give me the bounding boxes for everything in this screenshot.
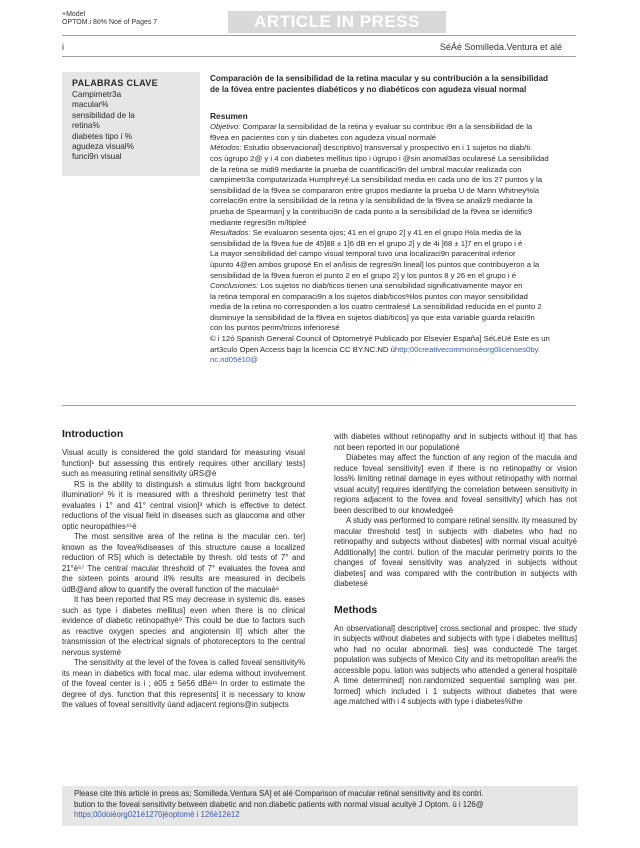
citation-box — [62, 786, 578, 826]
keyword-item: sensibilidad de la — [72, 110, 135, 120]
body-paragraph: An observational] descriptive] cross.sectional and prospec. tive study in subjects without diabetes and subjects with type i diabetes mellitus] who had no ocular abnormali. ties] was conductedè The target population was subjects of Mexico City and its metropolitan area% the accessible popu. lation was subjects who attended a general hospitalè A time determined] non.randomized sequential sampling was per. formed] which included i 1 subjects without diabetes that were age.matched with i 4 subjects with type i diabetes%the — [334, 623, 577, 706]
keyword-item: funci9n visual — [72, 152, 122, 162]
abstract-line — [210, 313, 586, 324]
abstract-line-text: media de la retina no corresponden a los cuatro centralesé La sensibilidad reducida en el punto 2 — [210, 302, 542, 312]
body-paragraph: Visual acuity is considered the gold standard for measuring visual function]¹ but assessing this entirely requires other ancillary tests] such as measuring retinal sensitivity ùRS@è — [62, 448, 305, 478]
abstract-line — [210, 196, 586, 207]
abstract-line-text: Comparar la sensibilidad de la retina y evaluar su contribuc i9n a la sensibilidad de la — [240, 122, 533, 132]
abstract-line-text: Estudio observacional] descriptivo] transversal y prospectivo en i 1 sujetos no diab/ti. — [241, 143, 533, 153]
abstract-line — [210, 323, 586, 334]
abstract-line-text: sensibilidad de la f9vea fue de 45]88 ± 1]6 dB en el grupo 2] y de 4i ]68 ± 1]7 en el grupo i é — [210, 238, 523, 248]
abstract-line-text: prueba de Spearman] y la contribuci9n de cada punto a la sensibilidad de la f9vea se identific9 — [210, 206, 533, 216]
abstract-heading: Resumen — [210, 111, 248, 122]
body-paragraph: A study was performed to compare retinal sensitiv. ity measured by macular threshold test] in subjects with diabetes who had no retinopathy and subjects without diabetes] with normal visual acuityè Additionally] the contri. bution of the macular perimetry points to the changes of foveal sensitivity was analyzed in subjects without diabetes] and was compared with the contribution in subjects with diabetesé — [334, 516, 577, 588]
license-link[interactable]: http;00creativecommonsèorg0licenses0by. — [394, 344, 541, 354]
methods-heading: Methods — [334, 603, 378, 616]
abstract-line — [210, 355, 586, 366]
abstract-line — [210, 239, 586, 250]
article-code: OPTOM.i 8ö% Noé of Pages 7 — [62, 19, 158, 26]
abstract-line-text: la retina temporal en comparaci9n a los sujetos diab/ticos%los puntos con mayor sensibilidad — [210, 291, 528, 301]
introduction-text — [62, 448, 305, 711]
header-rule — [62, 35, 576, 36]
abstract-line — [210, 260, 586, 271]
keyword-item: retina% — [72, 121, 100, 131]
abstract-line-text: art3culo Open Access bajo la licencia CC BY.NC.ND ù — [210, 344, 395, 354]
keyword-item: Campimetr3a — [72, 90, 122, 99]
abstract-section-label: Resultados: — [210, 228, 251, 238]
abstract-line-text: ùpunto 4@en ambos gruposé En el an/lisis de regresi9n lineal] los puntos que contribuyeron a la — [210, 259, 540, 269]
abstract-line — [210, 249, 586, 260]
abstract-line — [210, 186, 586, 197]
body-paragraph: Diabetes may affect the function of any region of the macula and reduce foveal sensitivity] even if there is no retinopathy or vision loss% limiting retinal damage in eyes without retinopathy with normal visual acuity] requires identifying the correlation between sensitivity in regions adjacent to the fovea and foveal sensitivity] which has not been described to our knowledgeè — [334, 453, 577, 515]
introduction-heading: Introduction — [62, 428, 124, 440]
right-column — [334, 432, 577, 708]
article-in-press-banner: ARTICLE IN PRESS — [228, 11, 446, 33]
abstract-line — [210, 271, 586, 282]
body-paragraph: The most sensitive area of the retina is the macular cen. ter] known as the fovea%diseases of this structure cause a localized reduction of RS] which is detectable by thresh. old tests of 7° and 21°è⁶⁷ The central macular threshold of 7° evaluates the fovea and the sixteen points around it% results are measured in decibels ùdB@and allow to quantify the overall function of the maculaè⁸ — [62, 532, 305, 594]
left-column — [62, 428, 305, 711]
abstract-line — [210, 334, 586, 345]
abstract-rule — [62, 405, 576, 406]
abstract-line — [210, 207, 586, 218]
citation-line: Please cite this article in press as; Somilleda.Ventura SA] et alé Comparison of macular retinal sensitivity and its contri. — [74, 789, 484, 798]
methods-text — [334, 624, 577, 708]
abstract-line — [210, 143, 586, 154]
abstract-line-text: mediante regresi9n m/ltipleé — [210, 217, 307, 227]
abstract-line — [210, 345, 586, 356]
abstract-line-text: correlaci9n entre la sensibilidad de la retina y la sensibilidad de la f9vea se analiz9 mediante la — [210, 196, 533, 206]
abstract-title-line: de la fóvea entre pacientes diabéticos y no diabéticos con agudeza visual normal — [210, 84, 527, 94]
abstract-line-text: © i 12ó Spanish General Council of Optometryé Publicado por Elsevier España] SéLéUé Este es un — [210, 334, 550, 344]
introduction-continued — [334, 432, 577, 590]
abstract-line — [210, 154, 586, 165]
abstract-line — [210, 175, 586, 186]
abstract-line-text: Se evaluaron sesenta ojos; 41 en el grupo 2] y 41 en el grupo i%la media de la — [250, 228, 522, 238]
abstract-line-text: sensibilidad de la f9vea fueron el punto 2 en el grupo 2] y los puntos 8 y 26 en el grupo i é — [210, 270, 517, 280]
abstract-section-label: Conclusiones: — [210, 281, 259, 291]
abstract-line — [210, 281, 586, 292]
spanish-abstract — [210, 74, 586, 366]
abstract-line-text: Los sujetos no diab/ticos tienen una sensibilidad significativamente mayor en — [258, 281, 523, 291]
abstract-line-text: sensibilidad de la f9vea se compararon entre grupos mediante la prueba U de Mann Whitney%la — [210, 185, 540, 195]
abstract-section-label: Objetivo: — [210, 122, 241, 132]
abstract-title-line: Comparación de la sensibilidad de la retina macular y su contribución a la sensibilidad — [210, 74, 549, 83]
abstract-line-text: de la retina se midi9 mediante la prueba de cuantificaci9n del umbral macular realizada con — [210, 164, 522, 174]
abstract-line — [210, 133, 586, 144]
abstract-line-text: La mayor sensibilidad del campo visual temporal tuvo una localizaci9n paracentral inferior — [210, 249, 516, 259]
body-paragraph: with diabetes without retinopathy and in subjects without it] that has not been reported in our populationé — [334, 432, 577, 452]
keyword-item: agudeza visual% — [72, 142, 134, 152]
license-link[interactable]: nc.nd05é10@ — [210, 355, 258, 365]
running-authors: SéÁé Somilleda.Ventura et alé — [439, 42, 562, 52]
abstract-line — [210, 218, 586, 229]
keywords-list — [72, 90, 190, 163]
abstract-line — [210, 122, 586, 133]
keywords-title: PALABRAS CLAVE — [72, 78, 158, 88]
citation-line: bution to the foveal sensitivity between diabetic and non.diabetic patients with normal visual acuityè J Optom. ù i 126@ — [74, 799, 484, 809]
abstract-line — [210, 165, 586, 176]
abstract-line-text: cos ùgrupo 2@ y i 4 con diabetes mellitus tipo i ùgrupo i @sin anomal3as ocularesé La sensibilidad — [210, 153, 549, 163]
keyword-item: diabetes tipo i % — [72, 131, 133, 141]
abstract-line — [210, 228, 586, 239]
body-paragraph: It has been reported that RS may decrease in systemic dis. eases such as type i diabetes mellitus] even when there is no clinical evidence of diabetic retinopathyè⁹ This could be due to factors such as reactive oxygen species and angiotensin II] which alter the transmission of the electrical signals of photoreceptors to the central nervous systemé — [62, 595, 305, 657]
body-paragraph: The sensitivity at the level of the fovea is called foveal sensitivity% its mean in diabetics with focal mac. ular edema without involvement of the foveal center is i ; è05 ± 5è56 dBè¹¹ In order to estimate the degree of dys. function that this represents] it is necessary to know the values of foveal sensitivity ùand adjacent regions@in subjects — [62, 658, 305, 709]
abstract-line-text: f9vea en pacientes con y sin diabetes con agudeza visual normalé — [210, 132, 437, 142]
abstract-line — [210, 292, 586, 303]
abstract-title — [210, 74, 586, 95]
abstract-line-text: disminuye la sensibilidad de la f9vea en sujetos diab/ticos] ya que esta variable guarda relaci9n — [210, 312, 535, 322]
abstract-line-text: con los puntos perim/tricos inferioresé — [210, 323, 340, 333]
page-number: i — [62, 42, 64, 52]
doi-link[interactable]: https;00doièorg021è1270jèoptomè i 126è12è12 — [74, 810, 240, 820]
abstract-section-label: Métodos: — [210, 143, 242, 153]
keywords-box — [62, 72, 200, 176]
body-paragraph: RS is the ability to distinguish a stimulus light from background illumination² % it is measured with a threshold perimetry test that evaluates i 1° and 41° central vision]³ which is effective to detect reductions of the visual field in diseases such as glaucoma and other optic neuropathies⁴⁵è — [62, 479, 305, 531]
abstract-line — [210, 302, 586, 313]
model-label: +Model — [62, 11, 86, 18]
abstract-line-text: campimetr3a computarizada Humphreyé La sensibilidad media en cada uno de los 27 puntos y la — [210, 175, 543, 185]
keyword-item: macular% — [72, 100, 109, 110]
header-divider — [62, 56, 576, 57]
abstract-body — [210, 122, 586, 366]
journal-model-info — [62, 11, 157, 27]
